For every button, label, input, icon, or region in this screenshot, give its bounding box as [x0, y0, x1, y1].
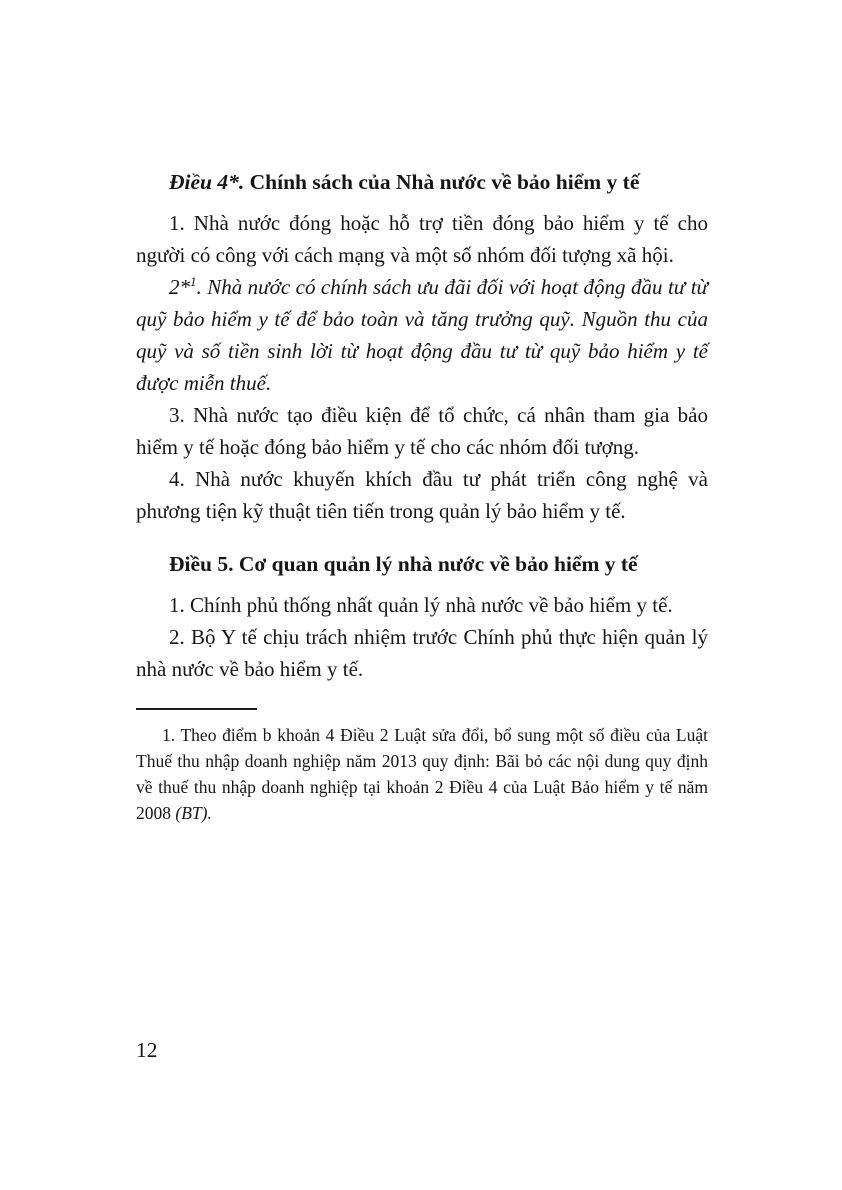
article-4-heading-number: Điều 4*.: [169, 170, 245, 194]
article-4-paragraph-3: 3. Nhà nước tạo điều kiện để tổ chức, cá nhân tham gia bảo hiểm y tế hoặc đóng bảo hiểm y tế cho các nhóm đối tượng.: [136, 403, 708, 459]
article-4-paragraph-2: [136, 271, 708, 399]
footnote-1: [136, 722, 708, 826]
footnote-divider: [136, 708, 257, 710]
article-4-paragraph-1: 1. Nhà nước đóng hoặc hỗ trợ tiền đóng bảo hiểm y tế cho người có công với cách mạng và một số nhóm đối tượng xã hội.: [136, 211, 708, 267]
page-number: 12: [136, 1038, 158, 1062]
footnote-1-source: (BT).: [175, 803, 212, 823]
page-body: [136, 166, 708, 826]
article-5-paragraph-2: 2. Bộ Y tế chịu trách nhiệm trước Chính phủ thực hiện quản lý nhà nước về bảo hiểm y tế.: [136, 625, 708, 681]
article-5-paragraph-1: 1. Chính phủ thống nhất quản lý nhà nước về bảo hiểm y tế.: [169, 593, 673, 617]
article-5-heading: Điều 5. Cơ quan quản lý nhà nước về bảo hiểm y tế: [169, 552, 638, 576]
footnote-reference-1: 1: [190, 274, 197, 289]
footnote-1-text: 1. Theo điểm b khoản 4 Điều 2 Luật sửa đổi, bổ sung một số điều của Luật Thuế thu nhập doanh nghiệp năm 2013 quy định: Bãi bỏ các nội dung quy định về thuế thu nhập doanh nghiệp tại khoản 2 Điều 4 của Luật Bảo hiểm y tế năm 2008: [136, 725, 708, 823]
article-4-paragraph-2-number: 2*: [169, 275, 190, 299]
article-4-paragraph-2-text: . Nhà nước có chính sách ưu đãi đối với hoạt động đầu tư từ quỹ bảo hiểm y tế để bảo toàn và tăng trưởng quỹ. Nguồn thu của quỹ và số tiền sinh lời từ hoạt động đầu tư từ quỹ bảo hiểm y tế được miễn thuế.: [136, 275, 708, 395]
article-4-heading: [136, 166, 708, 198]
article-4-paragraph-4: 4. Nhà nước khuyến khích đầu tư phát triển công nghệ và phương tiện kỹ thuật tiên tiến trong quản lý bảo hiểm y tế.: [136, 467, 708, 523]
article-4-heading-title: Chính sách của Nhà nước về bảo hiểm y tế: [249, 170, 640, 194]
